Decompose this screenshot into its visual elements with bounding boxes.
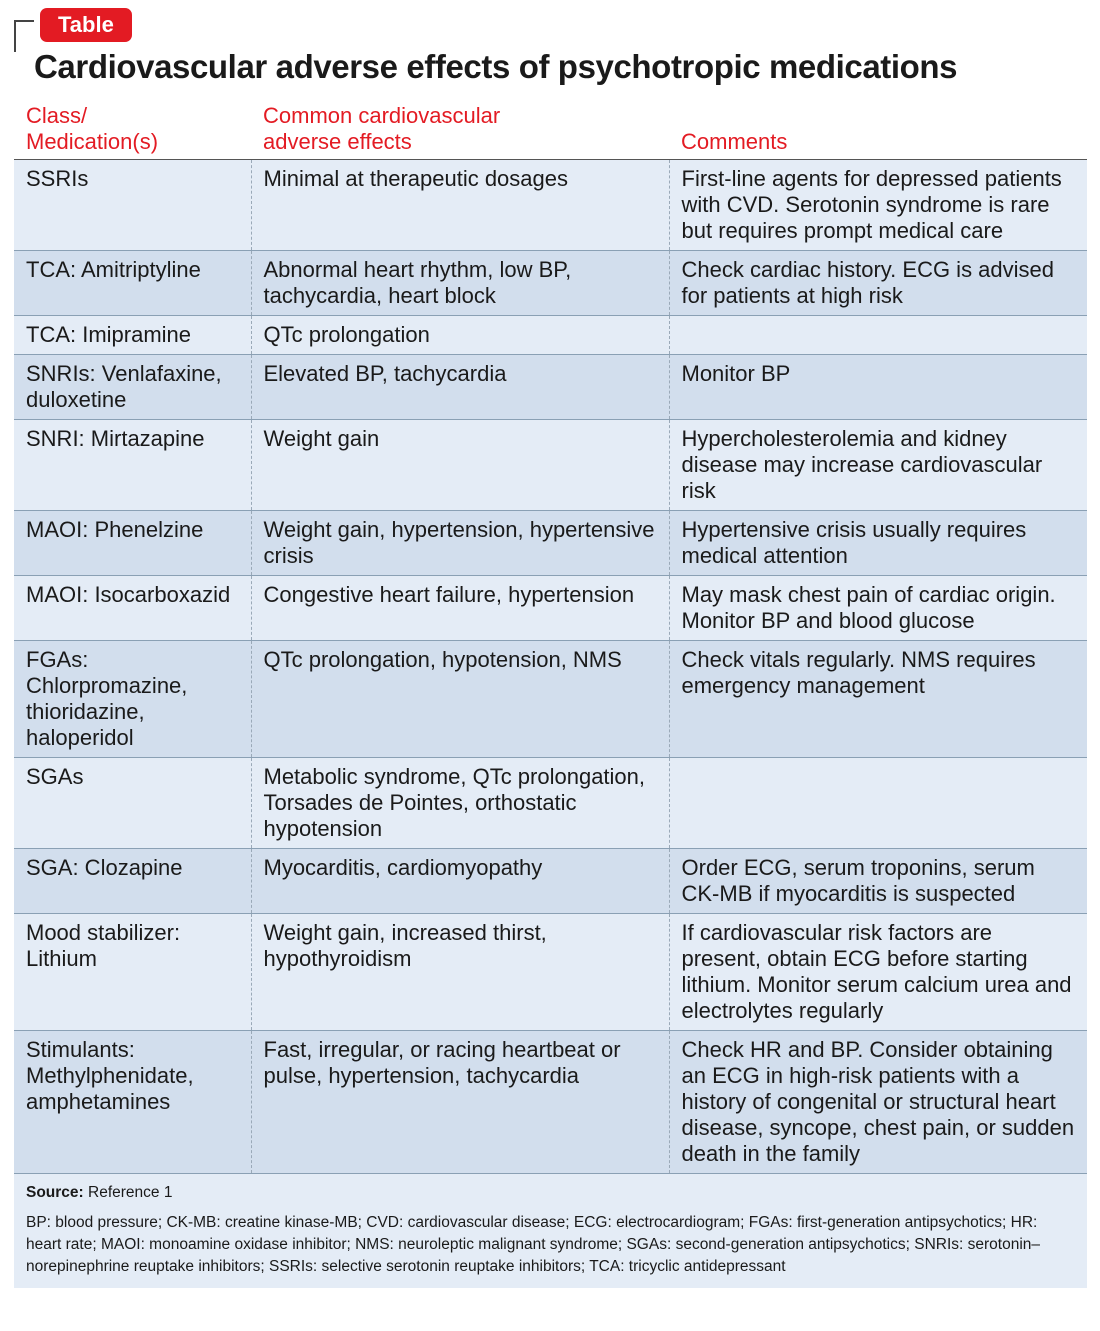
cell-effects: Weight gain xyxy=(251,420,669,511)
cell-class: SNRIs: Venlafaxine, duloxetine xyxy=(14,355,251,420)
cell-comments xyxy=(669,316,1087,355)
cell-effects: Fast, irregular, or racing heartbeat or pulse, hypertension, tachycardia xyxy=(251,1031,669,1174)
cell-class: MAOI: Phenelzine xyxy=(14,511,251,576)
table-row xyxy=(14,914,1087,1031)
cell-comments: Monitor BP xyxy=(669,355,1087,420)
cell-comments xyxy=(669,758,1087,849)
cell-effects: QTc prolongation, hypotension, NMS xyxy=(251,641,669,758)
cell-class: MAOI: Isocarboxazid xyxy=(14,576,251,641)
table-row xyxy=(14,355,1087,420)
cell-comments: First-line agents for depressed patients with CVD. Serotonin syndrome is rare but requires prompt medical care xyxy=(669,160,1087,251)
cell-effects: Weight gain, hypertension, hypertensive crisis xyxy=(251,511,669,576)
cell-comments: Hypertensive crisis usually requires medical attention xyxy=(669,511,1087,576)
table-row xyxy=(14,420,1087,511)
page-title: Cardiovascular adverse effects of psychotropic medications xyxy=(34,48,958,85)
cell-class: Stimulants: Methylphenidate, amphetamines xyxy=(14,1031,251,1174)
header-comments-label: Comments xyxy=(681,129,788,154)
cell-effects: QTc prolongation xyxy=(251,316,669,355)
table-body xyxy=(14,160,1087,1174)
cell-class: SGAs xyxy=(14,758,251,849)
cell-comments: Hypercholesterolemia and kidney disease may increase cardiovascular risk xyxy=(669,420,1087,511)
cell-comments: Check HR and BP. Consider obtaining an ECG in high-risk patients with a history of congenital or structural heart disease, syncope, chest pain, or sudden death in the family xyxy=(669,1031,1087,1174)
cell-class: FGAs: Chlorpromazine, thioridazine, haloperidol xyxy=(14,641,251,758)
table-row xyxy=(14,511,1087,576)
abbreviations-note: BP: blood pressure; CK-MB: creatine kinase-MB; CVD: cardiovascular disease; ECG: electrocardiogram; FGAs: first-generation antipsychotics; HR: heart rate; MAOI: monoamine oxidase inhibitor; NMS: neuroleptic malignant syndrome; SGAs: second-generation antipsychotics; SNRIs: serotonin–norepinephrine reuptake inhibitors; SSRIs: selective serotonin reuptake inhibitors; TCA: tricyclic antidepressant xyxy=(26,1214,1041,1275)
table-row xyxy=(14,251,1087,316)
cell-effects: Abnormal heart rhythm, low BP, tachycardia, heart block xyxy=(251,251,669,316)
table-row xyxy=(14,576,1087,641)
cell-class: TCA: Amitriptyline xyxy=(14,251,251,316)
cell-effects: Weight gain, increased thirst, hypothyroidism xyxy=(251,914,669,1031)
corner-bracket xyxy=(14,20,34,52)
cell-effects: Minimal at therapeutic dosages xyxy=(251,160,669,251)
header-class xyxy=(14,98,251,160)
cell-class: SSRIs xyxy=(14,160,251,251)
medication-table xyxy=(14,98,1087,1174)
header-row xyxy=(14,98,1087,160)
table-row xyxy=(14,316,1087,355)
cell-effects: Elevated BP, tachycardia xyxy=(251,355,669,420)
table-row xyxy=(14,849,1087,914)
cell-effects: Myocarditis, cardiomyopathy xyxy=(251,849,669,914)
table-footer xyxy=(14,1174,1087,1288)
source-line xyxy=(26,1182,1075,1204)
cell-comments: Check vitals regularly. NMS requires emergency management xyxy=(669,641,1087,758)
cell-comments: May mask chest pain of cardiac origin. Monitor BP and blood glucose xyxy=(669,576,1087,641)
header-effects-line1: Common cardiovascular xyxy=(263,103,501,128)
table-badge: Table xyxy=(40,8,132,42)
cell-effects: Metabolic syndrome, QTc prolongation, Torsades de Pointes, orthostatic hypotension xyxy=(251,758,669,849)
cell-class: SNRI: Mirtazapine xyxy=(14,420,251,511)
source-label: Source: xyxy=(26,1184,84,1201)
header-effects xyxy=(251,98,669,160)
cell-comments: Check cardiac history. ECG is advised for patients at high risk xyxy=(669,251,1087,316)
source-text: Reference 1 xyxy=(83,1184,173,1201)
table-row xyxy=(14,758,1087,849)
cell-comments: Order ECG, serum troponins, serum CK-MB if myocarditis is suspected xyxy=(669,849,1087,914)
table-container xyxy=(14,98,1087,1288)
header-class-line1: Class/ xyxy=(26,103,88,128)
table-row xyxy=(14,641,1087,758)
cell-comments: If cardiovascular risk factors are present, obtain ECG before starting lithium. Monitor serum calcium urea and electrolytes regularly xyxy=(669,914,1087,1031)
header-class-line2: Medication(s) xyxy=(26,129,159,154)
cell-class: Mood stabilizer: Lithium xyxy=(14,914,251,1031)
header-effects-line2: adverse effects xyxy=(263,129,412,154)
cell-class: TCA: Imipramine xyxy=(14,316,251,355)
header-comments xyxy=(669,98,1087,160)
cell-effects: Congestive heart failure, hypertension xyxy=(251,576,669,641)
table-row xyxy=(14,160,1087,251)
cell-class: SGA: Clozapine xyxy=(14,849,251,914)
table-row xyxy=(14,1031,1087,1174)
